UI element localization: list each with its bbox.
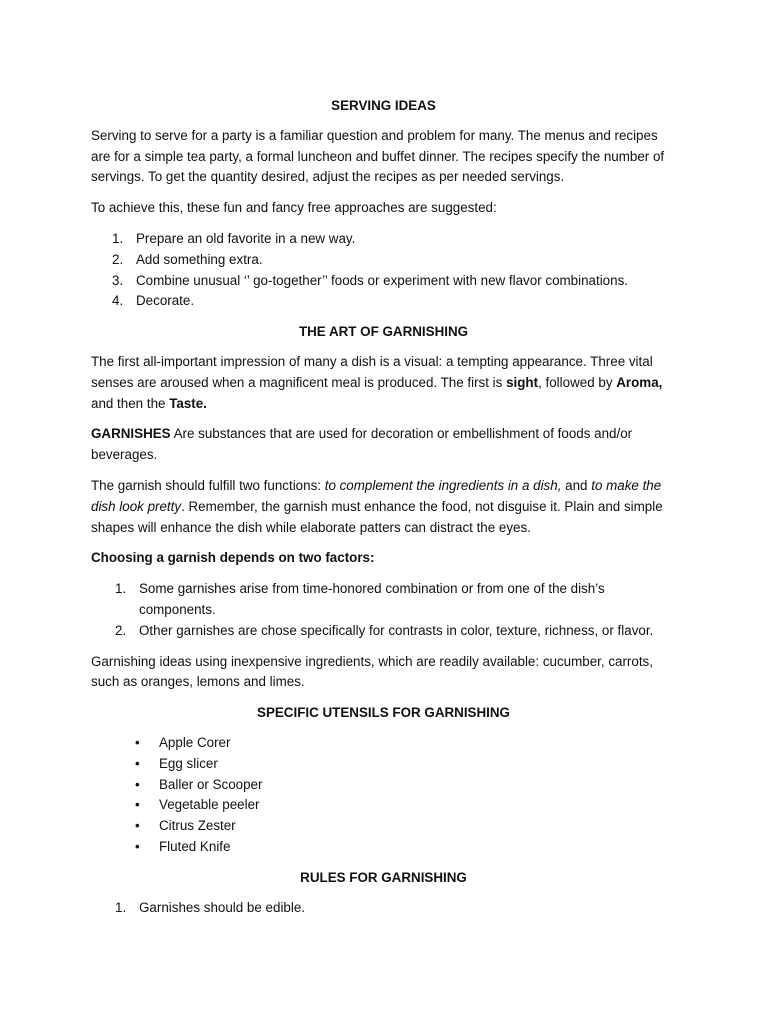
list-item <box>91 816 676 837</box>
serving-intro-paragraph: Serving to serve for a party is a familiar question and problem for many. The menus and recipes are for a simple tea party, a formal luncheon and buffet dinner. The recipes specify the number of servings. To get the quantity desired, adjust the recipes as per needed servings. <box>91 127 665 185</box>
aroma-term: Aroma, <box>616 374 663 390</box>
list-number: 4. <box>112 293 124 309</box>
garnishes-definition: Are substances that are used for decoration or embellishment of foods and/or beverages. <box>91 426 633 463</box>
list-item <box>91 754 676 775</box>
function-one: to complement the ingredients in a dish, <box>324 477 562 493</box>
bullet-icon: • <box>135 797 140 813</box>
list-item <box>91 271 676 292</box>
rules-heading: RULES FOR GARNISHING <box>300 869 467 885</box>
list-item-text: Decorate. <box>136 293 195 309</box>
bullet-icon: • <box>135 755 140 771</box>
choosing-heading <box>91 548 676 569</box>
garnishes-term: GARNISHES <box>91 426 171 442</box>
list-item-text: Fluted Knife <box>159 838 231 854</box>
list-item <box>91 837 676 858</box>
list-item <box>91 291 676 312</box>
impression-text: , followed by <box>538 374 617 390</box>
bullet-icon: • <box>135 818 140 834</box>
list-item <box>91 733 676 754</box>
utensils-heading: SPECIFIC UTENSILS FOR GARNISHING <box>257 705 510 721</box>
list-number: 2. <box>115 622 127 638</box>
taste-term: Taste. <box>169 395 207 411</box>
list-item-text: Some garnishes arise from time-honored combination or from one of the dish’s components. <box>139 581 605 617</box>
list-item <box>91 898 676 919</box>
list-item <box>91 621 676 642</box>
list-item-text: Garnishes should be edible. <box>139 899 306 915</box>
list-number: 1. <box>112 230 124 246</box>
list-item-text: Vegetable peeler <box>159 797 260 813</box>
list-item-text: Apple Corer <box>159 734 231 750</box>
utensils-list <box>91 733 676 858</box>
list-item <box>91 229 676 250</box>
list-item-text: Other garnishes are chose specifically for contrasts in color, texture, richness, or flavor. <box>139 622 654 638</box>
list-item <box>91 579 676 621</box>
functions-paragraph <box>91 476 676 538</box>
serving-approaches-list <box>91 229 676 312</box>
bullet-icon: • <box>135 734 140 750</box>
impression-paragraph <box>91 352 676 414</box>
list-item <box>91 775 676 796</box>
list-item-text: Combine unusual ‘’ go-together’’ foods or experiment with new flavor combinations. <box>136 272 628 288</box>
serving-ideas-heading: SERVING IDEAS <box>331 98 436 113</box>
impression-text: The first all-important impression of many a dish is a visual: a tempting appearance. Three vital senses are aroused when a magnificent meal is produced. The first is <box>91 353 653 390</box>
choosing-heading-text: Choosing a garnish depends on two factors: <box>91 550 375 566</box>
function-two: to make the dish look pretty <box>91 477 662 514</box>
list-item-text: Egg slicer <box>159 755 218 771</box>
functions-text: The garnish should fulfill two functions: <box>91 477 325 493</box>
list-number: 1. <box>115 899 127 915</box>
serving-approaches-paragraph: To achieve this, these fun and fancy free approaches are suggested: <box>91 200 497 216</box>
bullet-icon: • <box>135 776 140 792</box>
rules-list <box>91 898 676 919</box>
bullet-icon: • <box>135 838 140 854</box>
list-item <box>91 250 676 271</box>
garnishing-ideas-paragraph: Garnishing ideas using inexpensive ingredients, which are readily available: cucumber, carrots, such as oranges, lemons and limes. <box>91 653 653 690</box>
art-of-garnishing-heading: THE ART OF GARNISHING <box>298 324 469 340</box>
functions-text: . Remember, the garnish must enhance the food, not disguise it. Plain and simple shapes will enhance the dish while elaborate patters can distract the eyes. <box>91 498 663 535</box>
list-number: 2. <box>112 251 124 267</box>
list-item-text: Prepare an old favorite in a new way. <box>136 230 356 246</box>
list-number: 1. <box>115 581 127 597</box>
factors-list <box>91 579 676 641</box>
sight-term: sight <box>506 374 539 390</box>
list-number: 3. <box>112 272 124 288</box>
list-item-text: Baller or Scooper <box>159 776 263 792</box>
garnishes-definition-paragraph <box>91 424 676 466</box>
list-item-text: Add something extra. <box>136 251 263 267</box>
list-item <box>91 795 676 816</box>
functions-text: and <box>561 477 592 493</box>
impression-text: and then the <box>91 395 170 411</box>
list-item-text: Citrus Zester <box>159 818 236 834</box>
